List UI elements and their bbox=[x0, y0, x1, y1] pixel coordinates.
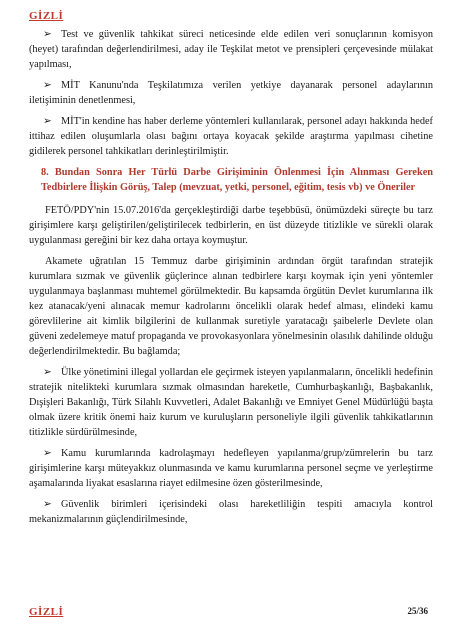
bullet-text: Kamu kurumlarında kadrolaşmayı hedefleyen yapılanma/grup/zümrelerin bu tarz girişimlerine karşı müteyakkız olunmasında ve kamu kurumlarına personel seçme ve yerleştirme aşamalarında liyakat esaslarına riayet edilmesine özen gösterilmesinde, bbox=[29, 448, 433, 489]
bullet-text: Test ve güvenlik tahkikat süreci neticesinde elde edilen veri sonuçlarının komisyon (heyet) tarafından değerlendirilmesi, aday ile Teşkilat metot ve prensipleri çerçevesinde mülakat yapılması, bbox=[29, 29, 433, 70]
bullet-text: MİT'in kendine has haber derleme yöntemleri kullanılarak, personel adayı hakkında hedef ittihaz edilen oluşumlarla olası bağını ortaya koyacak şekilde araştırma yapılması cihetine gidilerek personel tahkikatları derinleştirilmiştir. bbox=[29, 116, 433, 157]
classification-mark-bottom: GİZLİ bbox=[29, 606, 64, 618]
document-body bbox=[29, 27, 433, 533]
arrow-bullet-icon: ➢ bbox=[43, 499, 52, 510]
bullet-item bbox=[29, 446, 433, 491]
bullet-item bbox=[29, 78, 433, 108]
bullet-text: Güvenlik birimleri içerisindeki olası hareketliliğin tespiti amacıyla kontrol mekanizmalarının güçlendirilmesinde, bbox=[29, 499, 433, 525]
arrow-bullet-icon: ➢ bbox=[43, 29, 52, 40]
arrow-bullet-icon: ➢ bbox=[43, 448, 52, 459]
classification-mark-top: GİZLİ bbox=[29, 10, 64, 22]
arrow-bullet-icon: ➢ bbox=[43, 367, 52, 378]
section-heading: 8. Bundan Sonra Her Türlü Darbe Girişiminin Önlenmesi İçin Alınması Gereken Tedbirlere İlişkin Görüş, Talep (mevzuat, yetki, personel, eğitim, tesis vb) ve Öneriler bbox=[41, 167, 433, 193]
bullet-item bbox=[29, 27, 433, 72]
bullet-item bbox=[29, 114, 433, 159]
arrow-bullet-icon: ➢ bbox=[43, 80, 52, 91]
bullet-text: Ülke yönetimini illegal yollardan ele geçirmek isteyen yapılanmaların, öncelikli hedefinin stratejik nitelikteki kurumlara sızmak olmasından hareketle, Cumhurbaşkanlığı, Başbakanlık, Dışişleri Bakanlığı, Türk Silahlı Kuvvetleri, Adalet Bakanlığı ve Emniyet Genel Müdürlüğü başta olmak üzere kritik önemi haiz kurum ve kuruluşların personeliyle ilgili güvenlik tahkikatlarının titizlikle sürdürülmesinde, bbox=[29, 367, 433, 438]
paragraph: Akamete uğratılan 15 Temmuz darbe girişiminin ardından örgüt tarafından stratejik kurumlara sızmak ve güvenlik güçlerince alınan tedbirlere karşı koymak için yeni yöntemler uygulanmaya başlanması muhtemel görülmektedir. Bu kapsamda örgütün Devlet kurumlarına ilk kez atanacak/yeni alınacak memur kadrolarını öncelikli olarak hedef alması, elindeki kamu görevlilerine ait kimlik bilgilerini de kullanmak suretiyle yaratacağı şaibelerle Devlete olan güveni zedelemeye matuf propaganda ve provokasyonlara yönelmesinin olasılık dahilinde olduğu değerlendirilmektedir. Bu bağlamda; bbox=[29, 256, 433, 357]
page-number: 25/36 bbox=[407, 606, 428, 616]
paragraph: FETÖ/PDY'nin 15.07.2016'da gerçekleştirdiği darbe teşebbüsü, önümüzdeki süreçte bu tarz girişimlere karşı geliştirilen/geliştirilecek tedbirlerin, en üst düzeyde titizlikle ve sürekli olarak uygulanması gereğini bir kez daha ortaya koymuştur. bbox=[29, 205, 433, 246]
bullet-item bbox=[29, 365, 433, 440]
arrow-bullet-icon: ➢ bbox=[43, 116, 52, 127]
bullet-text: MİT Kanunu'nda Teşkilatımıza verilen yetkiye dayanarak personel adaylarının iletişiminin denetlenmesi, bbox=[29, 80, 433, 106]
bullet-item bbox=[29, 497, 433, 527]
